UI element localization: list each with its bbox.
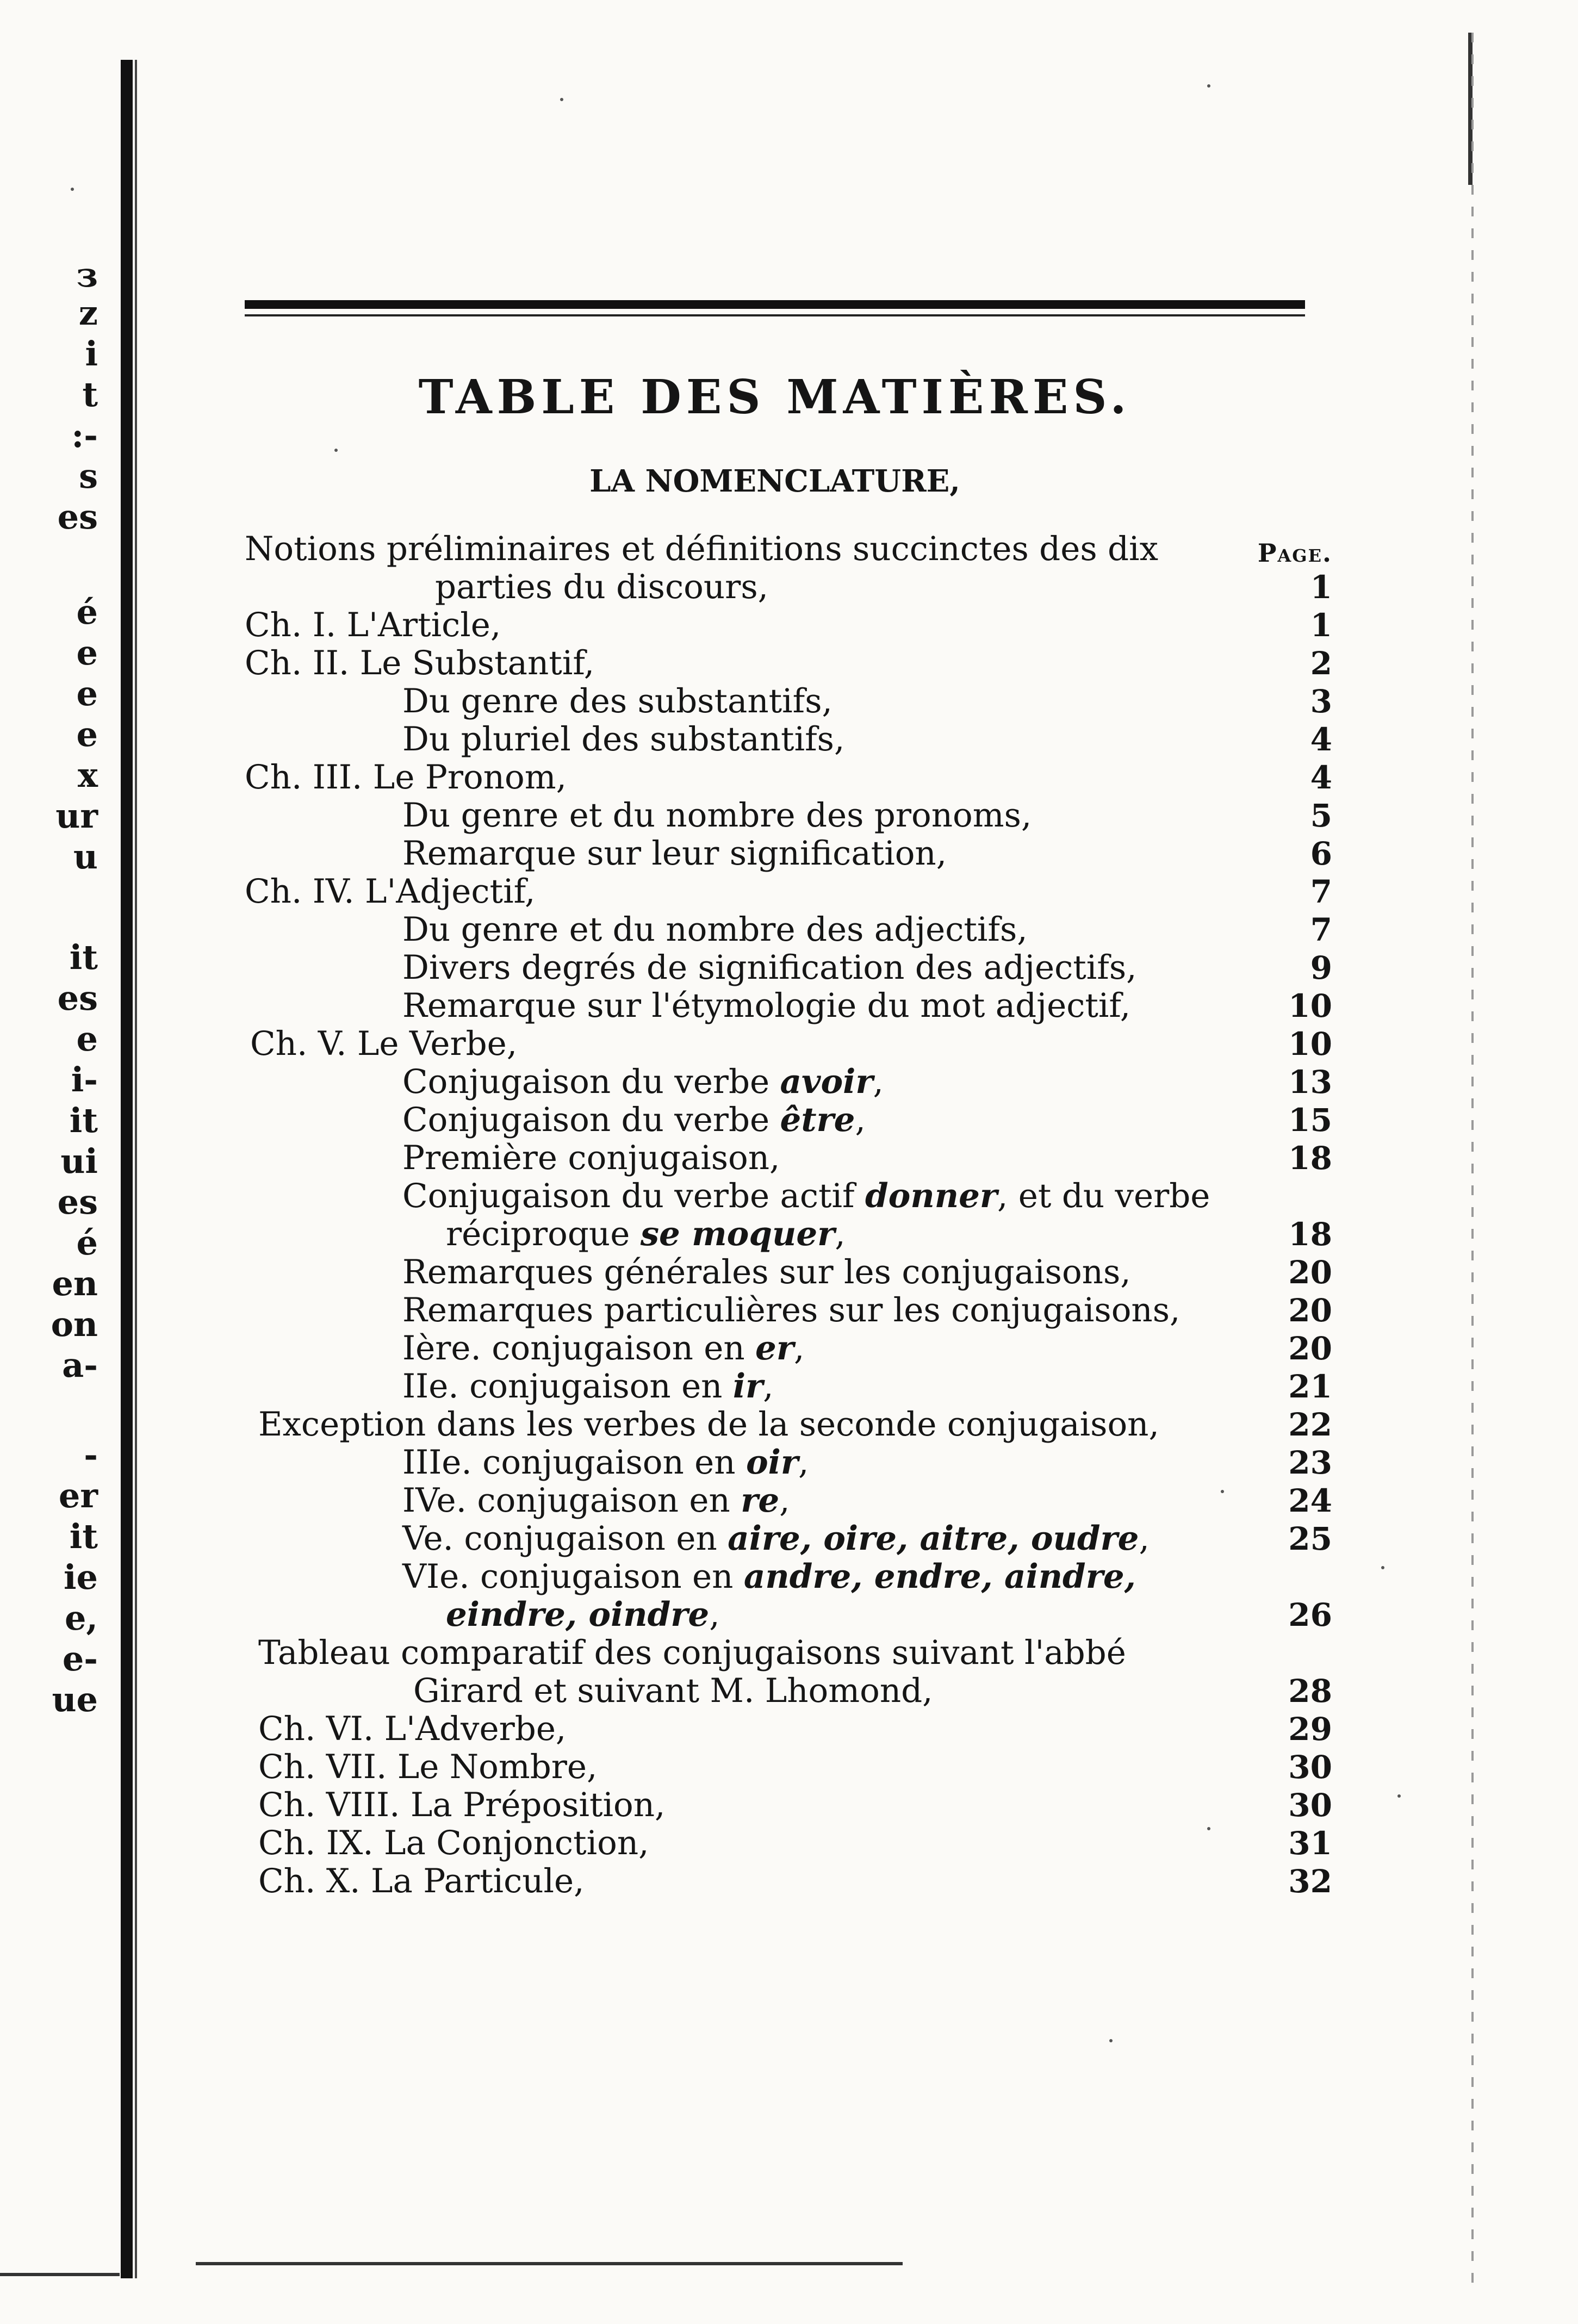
toc-entry-label: Conjugaison du verbe actif	[402, 1177, 866, 1215]
toc-page-number: 21	[1288, 1368, 1332, 1405]
toc-entry-label: Divers degrés de signification des adjectifs,	[402, 948, 1137, 987]
section-subtitle: LA NOMENCLATURE,	[589, 463, 960, 499]
toc-entry-suffix: ,	[793, 1329, 805, 1368]
toc-entry-label: Ch. VII. Le Nombre,	[258, 1748, 598, 1786]
toc-page-number: 22	[1288, 1406, 1332, 1443]
toc-entry-label: Du pluriel des substantifs,	[402, 720, 845, 759]
toc-entry-label: Ch. IV. L'Adjectif,	[245, 872, 536, 911]
toc-page-number: 18	[1288, 1216, 1332, 1253]
toc-entry-italic: er	[755, 1329, 794, 1368]
toc-entry-suffix: ,	[1139, 1519, 1150, 1558]
toc-entry-label: Du genre et du nombre des pronoms,	[402, 796, 1032, 835]
margin-fragment: es	[57, 497, 98, 537]
margin-fragment: es	[57, 1182, 98, 1222]
toc-page-number: 4	[1310, 759, 1332, 796]
toc-entry-label: Du genre et du nombre des adjectifs,	[402, 910, 1028, 949]
margin-fragment: é	[76, 1223, 98, 1263]
toc-entry-label: Exception dans les verbes de la seconde conjugaison,	[258, 1405, 1159, 1444]
toc-entry-italic: se moquer	[640, 1215, 835, 1253]
margin-fragment: ie	[64, 1557, 98, 1597]
toc-entry-label: Conjugaison du verbe	[402, 1062, 780, 1101]
toc-page-number: 10	[1288, 987, 1332, 1024]
toc-page-number: 9	[1310, 949, 1332, 986]
margin-fragment: ue	[52, 1680, 98, 1719]
margin-fragment: e	[76, 1019, 98, 1059]
toc-entry-label: Ch. I. L'Article,	[245, 606, 501, 644]
toc-page-number: 10	[1288, 1026, 1332, 1062]
toc-entry-italic: oir	[745, 1443, 798, 1482]
toc-entry-label: Ch. VI. L'Adverbe,	[258, 1710, 567, 1748]
toc-page-number: 13	[1288, 1064, 1332, 1101]
page-title: TABLE DES MATIÈRES.	[418, 370, 1132, 425]
toc-page-number: 7	[1310, 873, 1332, 910]
toc-entry-suffix: , et du verbe	[997, 1177, 1210, 1215]
margin-fragment: t	[82, 375, 98, 414]
toc-entry-label: parties du discours,	[435, 568, 769, 606]
toc-page-number: 29	[1288, 1711, 1332, 1748]
toc-entry-italic: être	[780, 1101, 855, 1139]
toc-entry-label: VIe. conjugaison en	[402, 1557, 744, 1596]
toc-entry-label: IIIe. conjugaison en	[402, 1443, 746, 1482]
toc-entry-label: Ch. V. Le Verbe,	[250, 1024, 518, 1063]
margin-fragment: e-	[62, 1639, 98, 1679]
toc-entry-label: Ch. IX. La Conjonction,	[258, 1824, 649, 1862]
toc-entry-label: Notions préliminaires et définitions succinctes des dix	[245, 530, 1158, 568]
toc-entry-italic: re	[741, 1481, 780, 1520]
margin-fragment: er	[58, 1476, 98, 1515]
toc-page-number: 18	[1288, 1140, 1332, 1177]
toc-page-number: 1	[1310, 607, 1332, 644]
margin-fragment: it	[69, 1517, 98, 1556]
margin-fragment: en	[52, 1264, 98, 1303]
toc-page-number: 30	[1288, 1749, 1332, 1786]
toc-entry-label: Première conjugaison,	[402, 1139, 780, 1177]
margin-fragment: a-	[62, 1345, 98, 1385]
margin-fragment: e	[76, 674, 98, 713]
toc-page-number: 31	[1288, 1825, 1332, 1862]
toc-entry-italic: ir	[732, 1367, 763, 1406]
toc-entry-label: Ch. VIII. La Préposition,	[258, 1786, 666, 1824]
toc-entry-label: Ch. X. La Particule,	[258, 1862, 585, 1900]
toc-entry-label: Remarque sur l'étymologie du mot adjectif,	[402, 986, 1131, 1025]
page-column-label: Page.	[1257, 538, 1332, 568]
toc-entry-label: Tableau comparatif des conjugaisons suivant l'abbé	[258, 1633, 1126, 1672]
margin-fragment: z	[78, 293, 98, 333]
toc-entry-label: Remarques générales sur les conjugaisons,	[402, 1253, 1131, 1291]
margin-fragment: ur	[55, 796, 98, 836]
margin-fragment: é	[76, 592, 98, 632]
toc-entry-label: Girard et suivant M. Lhomond,	[413, 1671, 933, 1710]
toc-page-number: 30	[1288, 1787, 1332, 1824]
toc-entry-italic: eindre, oindre	[446, 1595, 710, 1634]
toc-page-number: 24	[1288, 1482, 1332, 1519]
margin-fragment: i-	[71, 1060, 98, 1099]
toc-entry-suffix: ,	[855, 1101, 866, 1139]
toc-page-number: 20	[1288, 1254, 1332, 1291]
toc-entry-suffix: ,	[835, 1215, 846, 1253]
margin-fragment: -	[84, 1435, 98, 1475]
toc-page-number: 15	[1288, 1102, 1332, 1139]
toc-entry-suffix: ,	[779, 1481, 790, 1520]
toc-entry-label: Remarques particulières sur les conjugaisons,	[402, 1291, 1181, 1329]
toc-page-number: 32	[1288, 1863, 1332, 1900]
margin-fragment: e	[76, 714, 98, 754]
toc-entry-label: Du genre des substantifs,	[402, 682, 833, 720]
toc-page-number: 23	[1288, 1444, 1332, 1481]
toc-entry-suffix: ,	[873, 1062, 884, 1101]
toc-page-number: 6	[1310, 835, 1332, 872]
toc-page-number: 4	[1310, 721, 1332, 758]
toc-page-number: 2	[1310, 645, 1332, 682]
margin-fragment: u	[73, 837, 98, 877]
margin-fragment: ui	[60, 1141, 98, 1181]
toc-entry-label: réciproque	[446, 1215, 641, 1253]
margin-fragment: x	[78, 755, 98, 795]
toc-entry-label: IIe. conjugaison en	[402, 1367, 733, 1406]
margin-fragment: e	[76, 633, 98, 673]
margin-fragment: on	[51, 1304, 98, 1344]
toc-entry-suffix: ,	[763, 1367, 774, 1406]
toc-entry-label: Remarque sur leur signification,	[402, 834, 947, 873]
toc-entry-italic: aire, oire, aitre, oudre	[728, 1519, 1139, 1558]
margin-fragment: i	[85, 334, 98, 374]
toc-entry-suffix: ,	[709, 1595, 720, 1634]
toc-entry-label: Ch. III. Le Pronom,	[245, 758, 567, 797]
toc-entry-label: IVe. conjugaison en	[402, 1481, 741, 1520]
margin-fragment: з	[76, 255, 98, 295]
toc-entry-italic: avoir	[780, 1062, 873, 1101]
toc-entry-italic: andre, endre, aindre,	[743, 1557, 1136, 1596]
toc-page-number: 28	[1288, 1673, 1332, 1710]
margin-fragment: it	[69, 1101, 98, 1140]
toc-page-number: 20	[1288, 1292, 1332, 1329]
toc-page-number: 26	[1288, 1596, 1332, 1633]
toc-entry-suffix: ,	[798, 1443, 809, 1482]
margin-fragment: :-	[71, 415, 98, 455]
margin-fragment: it	[69, 937, 98, 977]
toc-page-number: 5	[1310, 797, 1332, 834]
toc-entry-label: Ve. conjugaison en	[402, 1519, 728, 1558]
toc-page-number: 25	[1288, 1520, 1332, 1557]
toc-entry-label: Ch. II. Le Substantif,	[245, 644, 595, 682]
toc-entry-label: Ière. conjugaison en	[402, 1329, 756, 1368]
toc-entry-label: Conjugaison du verbe	[402, 1101, 780, 1139]
margin-fragment: es	[57, 978, 98, 1018]
toc-page-number: 1	[1310, 569, 1332, 606]
toc-page-number: 7	[1310, 911, 1332, 948]
toc-page-number: 20	[1288, 1330, 1332, 1367]
margin-fragment: e,	[64, 1598, 98, 1638]
toc-entry-italic: donner	[865, 1177, 998, 1215]
toc-page-number: 3	[1310, 683, 1332, 720]
margin-fragment: s	[79, 456, 98, 496]
